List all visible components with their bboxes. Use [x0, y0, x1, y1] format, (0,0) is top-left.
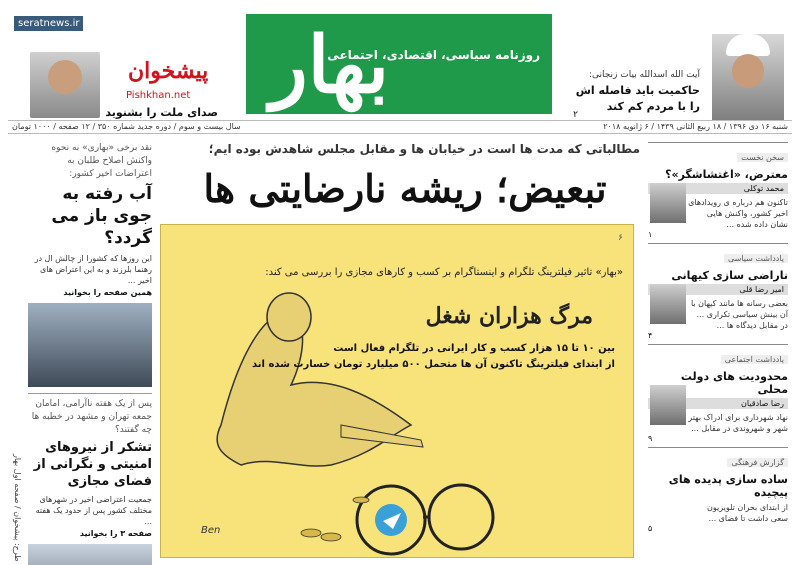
- watermark: seratnews.ir: [14, 16, 83, 31]
- author-avatar-1: [650, 183, 686, 223]
- opinion-label-4: گزارش فرهنگی: [727, 458, 788, 467]
- feature-lead: «بهار» تاثیر فیلترینگ تلگرام و اینستاگرام بر کسب و کارهای مجازی را بررسی می کند:: [265, 267, 623, 278]
- feature-story: [160, 224, 634, 558]
- opinion-text-3: نهاد شهرداری برای ادراک بهتر شهر و شهروندی در مقابل ...: [688, 413, 788, 433]
- author-avatar-2: [650, 284, 686, 324]
- side-credit: طرح: پیشخوان / صفحه اول بهار: [13, 454, 22, 562]
- date-text: شنبه ۱۶ دی ۱۳۹۶ / ۱۸ ربیع الثانی ۱۴۳۹ / ۶ ژانویه ۲۰۱۸: [603, 122, 788, 131]
- masthead-left-teaser: [8, 10, 238, 119]
- right-teaser-photo: [712, 34, 784, 120]
- feature-page-tag: ۶: [618, 233, 623, 243]
- right-teaser-headline-1: حاکمیت باید فاصله اش: [575, 84, 700, 97]
- right-teaser-headline-2: را با مردم کم کند: [606, 100, 700, 113]
- logo-tagline: روزنامه سیاسی، اقتصادی، اجتماعی: [327, 48, 540, 62]
- masthead: [0, 0, 800, 118]
- opinion-box-1: [648, 142, 788, 239]
- left-section-2: [28, 393, 152, 565]
- opinion-text-1: تاکنون هم درباره ی رویدادهای اخیر کشور، واکنش هایی نشان داده شده ...: [688, 198, 788, 229]
- left-teaser-photo: [30, 52, 100, 118]
- opinion-page-2: ۴: [648, 331, 653, 340]
- opinion-author-2: امیر رضا قلی: [648, 284, 788, 295]
- left-text-1: این روزها که کشورا از چالش ال در رهنما بلرزند و به این اعتراض های اخیر ...: [34, 254, 152, 285]
- opinion-page-4: ۵: [648, 524, 653, 533]
- left-headline-2: تشکر از نیروهای امنیتی و نگرانی از فضای مجازی: [33, 440, 152, 489]
- newspaper-logo: بهار: [270, 20, 390, 111]
- right-teaser-kicker: آیت الله اسدالله بیات زنجانی:: [588, 70, 700, 80]
- main-headline: تبعیض؛ ریشه نارضایتی ها: [203, 166, 607, 211]
- opinion-page-1: ۱: [648, 230, 653, 239]
- glasses-cartoon: [357, 485, 493, 554]
- opinion-page-3: ۹: [648, 434, 653, 443]
- left-headline-1: آب رفته به جوی باز می گردد؟: [51, 184, 152, 248]
- dateline: [8, 120, 792, 134]
- feature-bullet-1: بین ۱۰ تا ۱۵ هزار کسب و کار ایرانی در تلگرام فعال است: [333, 343, 615, 354]
- opinion-head-4[interactable]: ساده سازی پدیده های پیچیده: [668, 473, 788, 499]
- issue-text: سال بیست و سوم / دوره جدید شماره ۳۵۰ / ۱۲ صفحه / ۱۰۰۰ تومان: [12, 122, 241, 131]
- opinion-label-3: یادداشت اجتماعی: [721, 355, 788, 364]
- pishkhan-sub: Pishkhan.net: [126, 90, 191, 101]
- opinion-box-2: [648, 243, 788, 340]
- left-kicker-2: پس از یک هفته ناآرامی، امامان جمعه تهران و مشهد در خطبه ها چه گفتند؟: [31, 399, 152, 435]
- masthead-right-teaser: [562, 14, 792, 120]
- feature-title: مرگ هزاران شغل: [425, 303, 593, 329]
- author-avatar-3: [650, 385, 686, 425]
- right-column: [648, 142, 788, 562]
- left-column: [28, 142, 152, 562]
- opinion-author-1: محمد توکلی: [648, 183, 788, 194]
- figure-cartoon: [217, 293, 423, 466]
- main-kicker: مطالباتی که مدت ها است در خیابان ها و مقابل مجلس شاهدش بوده ایم؛: [208, 142, 640, 156]
- opinion-text-4: از ابتدای بحران تلویزیون سعی داشت تا فضای ...: [706, 503, 788, 523]
- left-teaser-headline: صدای ملت را بشنوید: [105, 106, 218, 119]
- feature-bullet-2: از ابتدای فیلترینگ تاکنون آن ها متحمل ۵۰۰ میلیارد تومان خسارت شده اند: [252, 359, 615, 370]
- opinion-text-2: بعضی رسانه ها مانند کیهان با آن بینش سیاسی تکراری ... در مقابل دیدگاه ها ...: [690, 299, 788, 330]
- cartoon-signature: Ben: [201, 525, 221, 536]
- left-more-2[interactable]: صفحه ۳ را بخوانید: [79, 529, 152, 538]
- opinion-box-3: [648, 344, 788, 443]
- opinion-head-1[interactable]: معترض، «اغتشاشگر»؟: [665, 168, 788, 181]
- opinion-author-3: رضا صادقیان: [648, 398, 788, 409]
- opinion-label-2: یادداشت سیاسی: [724, 254, 788, 263]
- crowd-photo: [28, 303, 152, 387]
- opinion-label-1: سخن نخست: [737, 153, 788, 162]
- opinion-head-3[interactable]: محدودیت های دولت محلی: [680, 370, 788, 396]
- left-text-2: جمعیت اعتراضی اخیر در شهرهای مختلف کشور پس از حدود یک هفته ...: [35, 495, 152, 526]
- right-teaser-page: ۲: [573, 110, 578, 120]
- opinion-box-4: [648, 447, 788, 533]
- cleric-photo: [28, 544, 152, 565]
- left-more-1[interactable]: همین صفحه را بخوانید: [63, 288, 152, 297]
- left-kicker-1: نقد برخی «بهاری» به نحوه واکنش اصلاح طلبان به اعتراضات اخیر کشور:: [51, 143, 152, 179]
- opinion-head-2[interactable]: ناراضی سازی کیهانی: [671, 269, 788, 282]
- pishkhan-brand: پیشخوان: [128, 58, 209, 84]
